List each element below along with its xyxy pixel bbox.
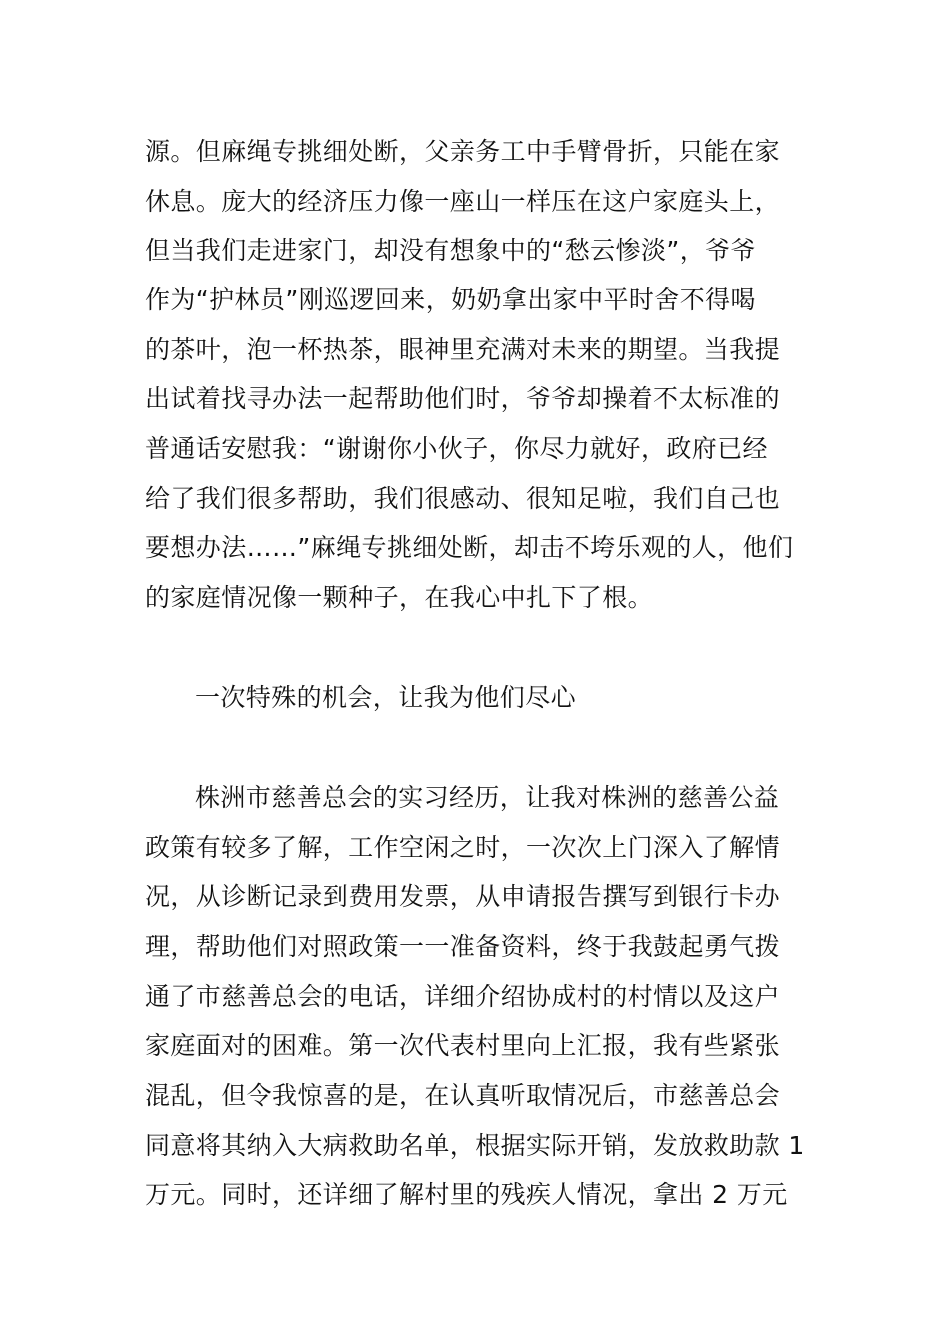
paragraph-line: 株洲市慈善总会的实习经历，让我对株洲的慈善公益 bbox=[195, 783, 780, 812]
paragraph-line: 出试着找寻办法一起帮助他们时，爷爷却操着不太标准的 bbox=[145, 384, 781, 413]
paragraph-line: 源。但麻绳专挑细处断，父亲务工中手臂骨折，只能在家 bbox=[145, 137, 781, 166]
paragraph-line: 的茶叶，泡一杯热茶，眼神里充满对未来的期望。当我提 bbox=[145, 335, 781, 364]
paragraph-line: 政策有较多了解，工作空闲之时，一次次上门深入了解情 bbox=[145, 833, 781, 862]
section-heading: 一次特殊的机会，让我为他们尽心 bbox=[195, 683, 577, 712]
paragraph-line: 通了市慈善总会的电话，详细介绍协成村的村情以及这户 bbox=[145, 982, 781, 1011]
paragraph-line: 给了我们很多帮助，我们很感动、很知足啦，我们自己也 bbox=[145, 484, 781, 513]
paragraph-line: 作为“护林员”刚巡逻回来，奶奶拿出家中平时舍不得喝 bbox=[145, 285, 756, 314]
paragraph-line: 万元。同时，还详细了解村里的残疾人情况，拿出 2 万元 bbox=[145, 1180, 788, 1209]
paragraph-line: 理，帮助他们对照政策一一准备资料，终于我鼓起勇气拨 bbox=[145, 932, 781, 961]
paragraph-line: 同意将其纳入大病救助名单，根据实际开销，发放救助款 1 bbox=[145, 1131, 805, 1160]
paragraph-line: 要想办法……”麻绳专挑细处断，却击不垮乐观的人，他们 bbox=[145, 533, 794, 562]
paragraph-line: 家庭面对的困难。第一次代表村里向上汇报，我有些紧张 bbox=[145, 1031, 781, 1060]
paragraph-line: 况，从诊断记录到费用发票，从申请报告撰写到银行卡办 bbox=[145, 882, 781, 911]
paragraph-line: 的家庭情况像一颗种子，在我心中扎下了根。 bbox=[145, 583, 654, 612]
paragraph-line: 休息。庞大的经济压力像一座山一样压在这户家庭头上， bbox=[145, 187, 781, 216]
paragraph-line: 混乱，但令我惊喜的是，在认真听取情况后，市慈善总会 bbox=[145, 1081, 781, 1110]
paragraph-line: 普通话安慰我：“谢谢你小伙子，你尽力就好，政府已经 bbox=[145, 434, 768, 463]
paragraph-line: 但当我们走进家门，却没有想象中的“愁云惨淡”，爷爷 bbox=[145, 236, 756, 265]
